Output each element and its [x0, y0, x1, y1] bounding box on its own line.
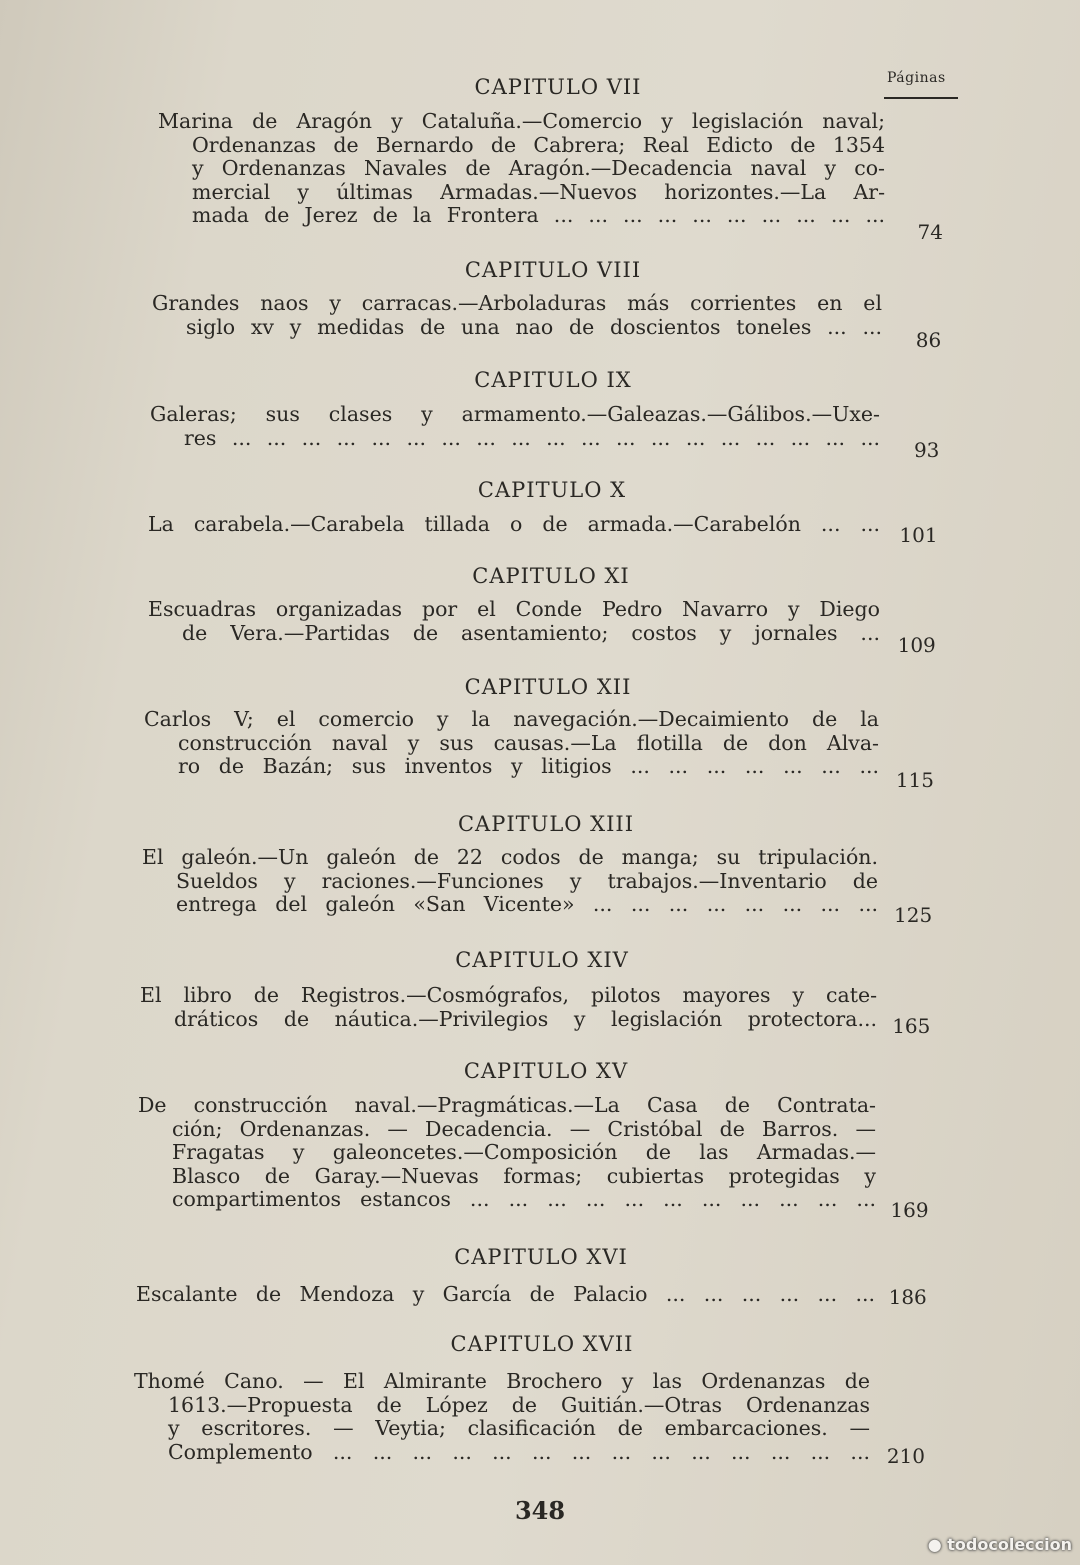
chapter-title: CAPITULO XIV	[455, 948, 629, 972]
page-reference: 74	[917, 220, 943, 244]
description-line: mercial y últimas Armadas.—Nuevos horizontes.—La Ar-	[192, 179, 885, 204]
page-number: 348	[514, 1496, 566, 1525]
description-line: y Ordenanzas Navales de Aragón.—Decadencia naval y co-	[192, 156, 885, 180]
chapter-description	[152, 292, 882, 339]
description-line: entrega del galeón «San Vicente» ... ... ... ... ... ... ... ...	[176, 892, 878, 916]
description-line: ro de Bazán; sus inventos y litigios ... ... ... ... ... ... ...	[178, 754, 879, 778]
chapter-title: CAPITULO XI	[472, 564, 630, 588]
description-line: Carlos V; el comercio y la navegación.—Decaimiento de la	[144, 707, 879, 731]
chapter-title: CAPITULO VII	[474, 75, 642, 99]
description-line: compartimentos estancos ... ... ... ... ... ... ... ... ... ... ...	[172, 1187, 876, 1211]
chapter-description	[140, 984, 877, 1031]
description-line: res ... ... ... ... ... ... ... ... ... ... ... ... ... ... ... ... ... ... ...	[184, 425, 880, 450]
description-line: La carabela.—Carabela tillada o de armada.—Carabelón ... ...	[148, 512, 880, 536]
page-reference: 169	[890, 1198, 929, 1222]
description-line: De construcción naval.—Pragmáticas.—La Casa de Contrata-	[138, 1093, 876, 1117]
description-line: dráticos de náutica.—Privilegios y legislación protectora...	[174, 1006, 877, 1031]
chapter-description	[142, 846, 878, 917]
chapter-title: CAPITULO XIII	[457, 812, 635, 836]
page-reference: 125	[894, 903, 933, 927]
description-line: de Vera.—Partidas de asentamiento; costos y jornales ...	[182, 620, 880, 645]
chapter-description	[138, 1094, 876, 1212]
page-reference: 86	[915, 328, 942, 352]
description-line: El galeón.—Un galeón de 22 codos de manga; su tripulación.	[142, 845, 878, 869]
description-line: Fragatas y galeoncetes.—Composición de las Armadas.—	[172, 1140, 876, 1164]
description-line: Complemento ... ... ... ... ... ... ... ... ... ... ... ... ... ...	[168, 1439, 870, 1464]
chapter-title: CAPITULO VIII	[464, 258, 642, 282]
chapter-description	[144, 708, 879, 779]
chapter-description	[136, 1283, 875, 1307]
description-line: Sueldos y raciones.—Funciones y trabajos.—Inventario de	[176, 868, 878, 893]
chapter-description	[148, 513, 880, 537]
pages-column-rule	[884, 97, 958, 99]
description-line: Escalante de Mendoza y García de Palacio ... ... ... ... ... ...	[136, 1282, 875, 1306]
page-reference: 165	[892, 1014, 931, 1038]
chapter-title: CAPITULO IX	[474, 368, 632, 392]
description-line: construcción naval y sus causas.—La flotilla de don Alva-	[178, 730, 879, 755]
page-reference: 109	[897, 633, 936, 657]
watermark-text: todocoleccion	[947, 1535, 1072, 1554]
pages-column-label: Páginas	[887, 70, 946, 86]
page-reference: 93	[913, 438, 940, 462]
chapter-description	[134, 1370, 870, 1464]
description-line: Marina de Aragón y Cataluña.—Comercio y legislación naval;	[158, 109, 885, 133]
description-line: 1613.—Propuesta de López de Guitián.—Otras Ordenanzas	[168, 1392, 870, 1417]
description-line: Escuadras organizadas por el Conde Pedro Navarro y Diego	[148, 597, 880, 621]
page-reference: 210	[886, 1444, 925, 1468]
description-line: ción; Ordenanzas. — Decadencia. — Cristóbal de Barros. —	[172, 1116, 876, 1141]
description-line: Galeras; sus clases y armamento.—Galeazas.—Gálibos.—Uxe-	[150, 402, 880, 426]
description-line: Ordenanzas de Bernardo de Cabrera; Real Edicto de 1354	[192, 132, 885, 157]
description-line: mada de Jerez de la Frontera ... ... ... ... ... ... ... ... ... ...	[192, 203, 885, 227]
chapter-description	[150, 403, 880, 450]
description-line: Thomé Cano. — El Almirante Brochero y las Ordenanzas de	[134, 1369, 870, 1393]
chapter-description	[148, 598, 880, 645]
description-line: Blasco de Garay.—Nuevas formas; cubiertas protegidas y	[172, 1163, 876, 1188]
description-line: El libro de Registros.—Cosmógrafos, pilotos mayores y cate-	[140, 983, 877, 1007]
description-line: Grandes naos y carracas.—Arboladuras más corrientes en el	[152, 291, 882, 315]
watermark-logo	[862, 1535, 1072, 1554]
page-reference: 101	[899, 523, 938, 547]
description-line: siglo xv y medidas de una nao de doscientos toneles ... ...	[186, 314, 882, 339]
chapter-title: CAPITULO X	[477, 478, 627, 502]
page-reference: 115	[895, 768, 934, 792]
chapter-title: CAPITULO XV	[463, 1059, 629, 1083]
chapter-title: CAPITULO XII	[464, 675, 632, 699]
watermark-dot-icon: ●	[927, 1535, 942, 1554]
chapter-title: CAPITULO XVI	[454, 1245, 628, 1269]
chapter-description	[158, 110, 885, 228]
page-reference: 186	[888, 1285, 927, 1309]
description-line: y escritores. — Veytia; clasificación de embarcaciones. —	[168, 1416, 870, 1440]
chapter-title: CAPITULO XVII	[450, 1332, 634, 1356]
